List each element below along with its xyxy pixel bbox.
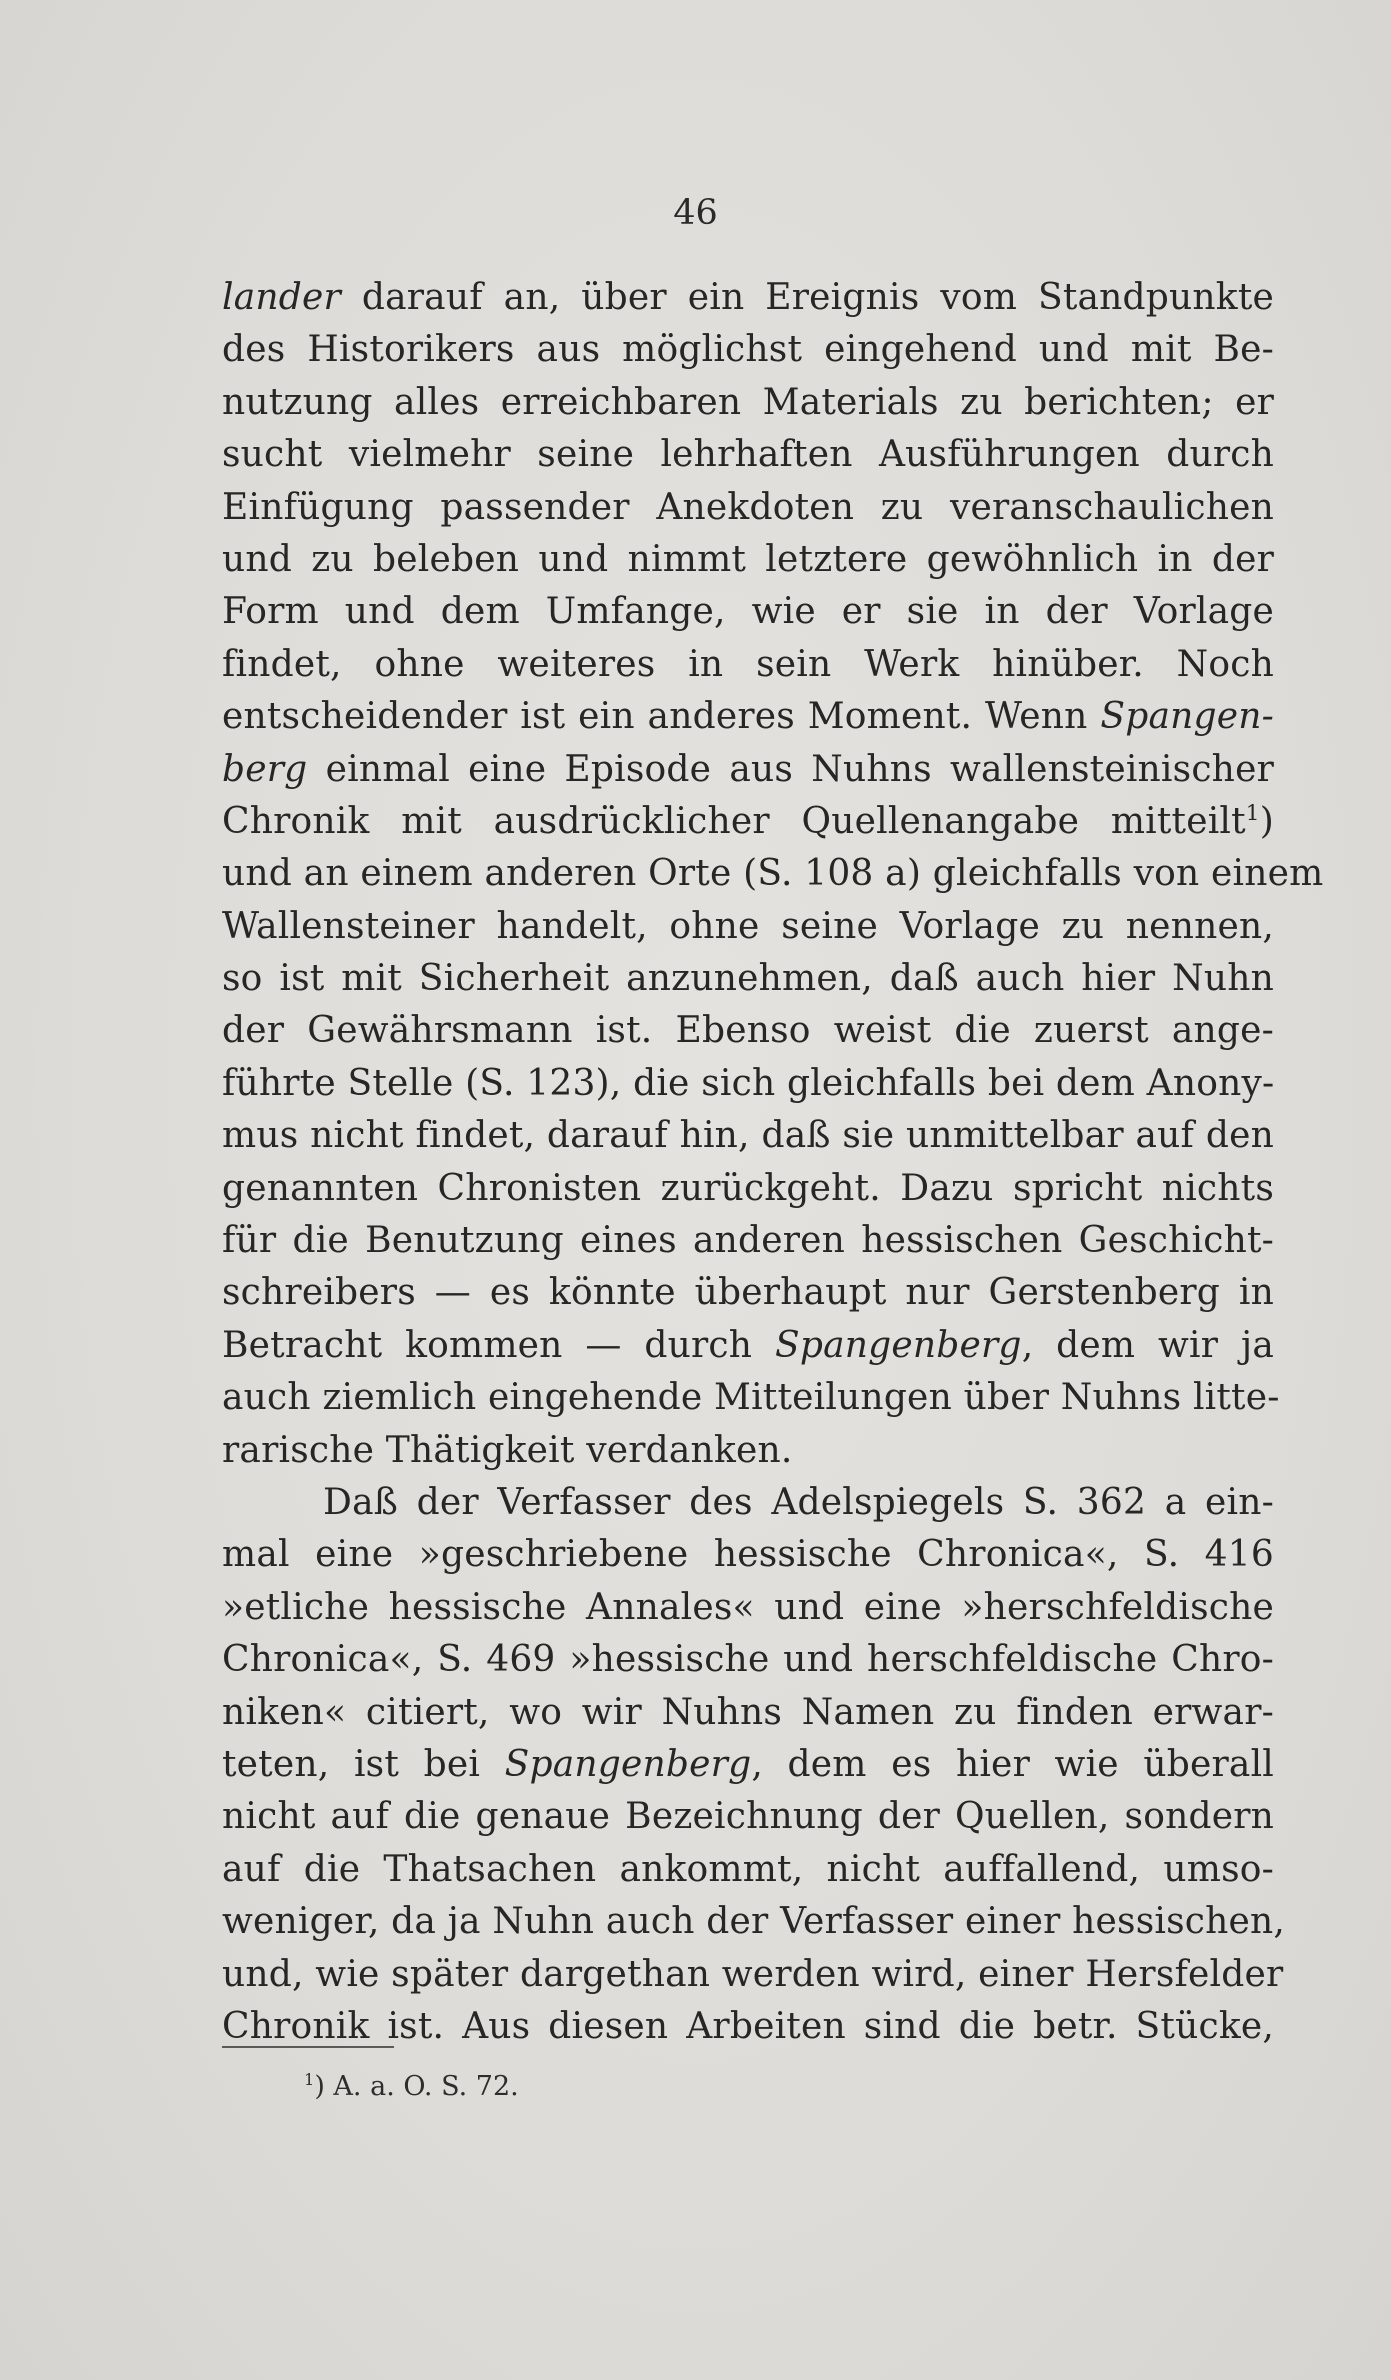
italic-name: berg	[222, 748, 308, 790]
body-text	[222, 272, 1324, 2053]
text-run: Betracht kommen — durch	[222, 1324, 775, 1366]
footnote-divider	[222, 2046, 394, 2048]
text-line	[222, 1215, 1274, 1267]
text-run: , dem wir ja	[1021, 1324, 1274, 1366]
text-line	[222, 1844, 1274, 1896]
footnote-text: ) A. a. O. S. 72.	[314, 2071, 519, 2102]
text-line	[222, 1477, 1274, 1529]
text-run: )	[1259, 800, 1274, 842]
text-run: rarische Thätigkeit verdanken.	[222, 1429, 793, 1471]
footnote-reference: 1	[1245, 800, 1260, 826]
page-number: 46	[673, 193, 718, 233]
text-line	[222, 534, 1274, 586]
text-run: einmal eine Episode aus Nuhns wallensteinischer	[307, 748, 1274, 790]
text-line	[222, 1320, 1274, 1372]
text-run: führte Stelle (S. 123), die sich gleichfalls bei dem Anony-	[222, 1062, 1275, 1104]
italic-name: Spangen-	[1100, 696, 1274, 738]
text-run: niken« citiert, wo wir Nuhns Namen zu finden erwar-	[222, 1691, 1274, 1733]
text-line	[222, 1163, 1274, 1215]
text-line	[222, 1791, 1274, 1843]
text-line	[222, 848, 1324, 900]
text-run: nutzung alles erreichbaren Materials zu berichten; er	[222, 381, 1274, 423]
footnote-marker: 1	[304, 2070, 315, 2089]
text-line	[222, 429, 1274, 481]
text-line	[222, 586, 1274, 638]
text-line	[222, 1267, 1274, 1319]
text-run: auf die Thatsachen ankommt, nicht auffallend, umso-	[222, 1848, 1274, 1890]
text-run: mal eine »geschriebene hessische Chronica«, S. 416	[222, 1534, 1274, 1576]
text-run: Einfügung passender Anekdoten zu veranschaulichen	[222, 486, 1274, 528]
text-run: und zu beleben und nimmt letztere gewöhnlich in der	[222, 538, 1274, 580]
text-run: teten, ist bei	[222, 1743, 505, 1785]
text-line	[222, 1372, 1280, 1424]
text-run: Form und dem Umfange, wie er sie in der Vorlage	[222, 591, 1274, 633]
text-run: genannten Chronisten zurückgeht. Dazu spricht nichts	[222, 1167, 1274, 1209]
text-run: weniger, da ja Nuhn auch der Verfasser einer hessischen,	[222, 1901, 1286, 1943]
text-run: Chronik ist. Aus diesen Arbeiten sind die betr. Stücke,	[222, 2005, 1274, 2047]
text-run: so ist mit Sicherheit anzunehmen, daß auch hier Nuhn	[222, 958, 1274, 1000]
text-line	[222, 1896, 1286, 1948]
italic-name: lander	[222, 277, 341, 318]
text-line	[222, 324, 1274, 376]
text-run: mus nicht findet, darauf hin, daß sie unmittelbar auf den	[222, 1115, 1274, 1157]
text-line	[222, 1058, 1274, 1110]
text-line	[222, 796, 1274, 848]
text-run: schreibers — es könnte überhaupt nur Gerstenberg in	[222, 1272, 1274, 1314]
text-run: Chronik mit ausdrücklicher Quellenangabe mitteilt	[222, 800, 1246, 842]
text-run: Daß der Verfasser des Adelspiegels S. 362 a ein-	[323, 1481, 1274, 1523]
text-run: Wallensteiner handelt, ohne seine Vorlage zu nennen,	[222, 905, 1274, 947]
italic-name: Spangenberg	[774, 1324, 1022, 1366]
text-run: nicht auf die genaue Bezeichnung der Quellen, sondern	[222, 1796, 1274, 1838]
text-line	[222, 1687, 1274, 1739]
text-line	[222, 482, 1274, 534]
text-line	[222, 1529, 1274, 1581]
text-run: , dem es hier wie überall	[751, 1743, 1274, 1785]
text-run: der Gewährsmann ist. Ebenso weist die zuerst ange-	[222, 1010, 1274, 1052]
text-run: auch ziemlich eingehende Mitteilungen über Nuhns litte-	[222, 1377, 1280, 1419]
text-line	[222, 691, 1274, 743]
text-run: findet, ohne weiteres in sein Werk hinüber. Noch	[222, 643, 1274, 685]
footnote	[304, 2070, 519, 2104]
text-run: »etliche hessische Annales« und eine »herschfeldische	[222, 1586, 1274, 1628]
text-line	[222, 377, 1274, 429]
text-line	[222, 953, 1274, 1005]
text-line	[222, 744, 1274, 796]
text-line	[222, 1634, 1274, 1686]
text-run: und, wie später dargethan werden wird, einer Hersfelder	[222, 1953, 1284, 1995]
text-line	[222, 1582, 1274, 1634]
text-run: und an einem anderen Orte (S. 108 a) gleichfalls von einem	[222, 853, 1324, 895]
text-line	[222, 272, 1274, 324]
text-line	[222, 1949, 1284, 2001]
italic-name: Spangenberg	[504, 1743, 752, 1785]
text-line	[222, 639, 1274, 691]
text-run: für die Benutzung eines anderen hessischen Geschicht-	[222, 1220, 1274, 1262]
text-line	[222, 901, 1274, 953]
text-run: Chronica«, S. 469 »hessische und herschfeldische Chro-	[222, 1639, 1274, 1681]
text-run: des Historikers aus möglichst eingehend und mit Be-	[222, 329, 1274, 371]
text-line	[222, 1110, 1274, 1162]
text-line	[222, 1005, 1274, 1057]
text-line	[222, 1739, 1274, 1791]
text-line	[222, 1425, 1274, 1477]
text-run: entscheidender ist ein anderes Moment. Wenn	[222, 696, 1101, 738]
text-run: darauf an, über ein Ereignis vom Standpunkte	[340, 277, 1274, 318]
text-run: sucht vielmehr seine lehrhaften Ausführungen durch	[222, 434, 1274, 476]
